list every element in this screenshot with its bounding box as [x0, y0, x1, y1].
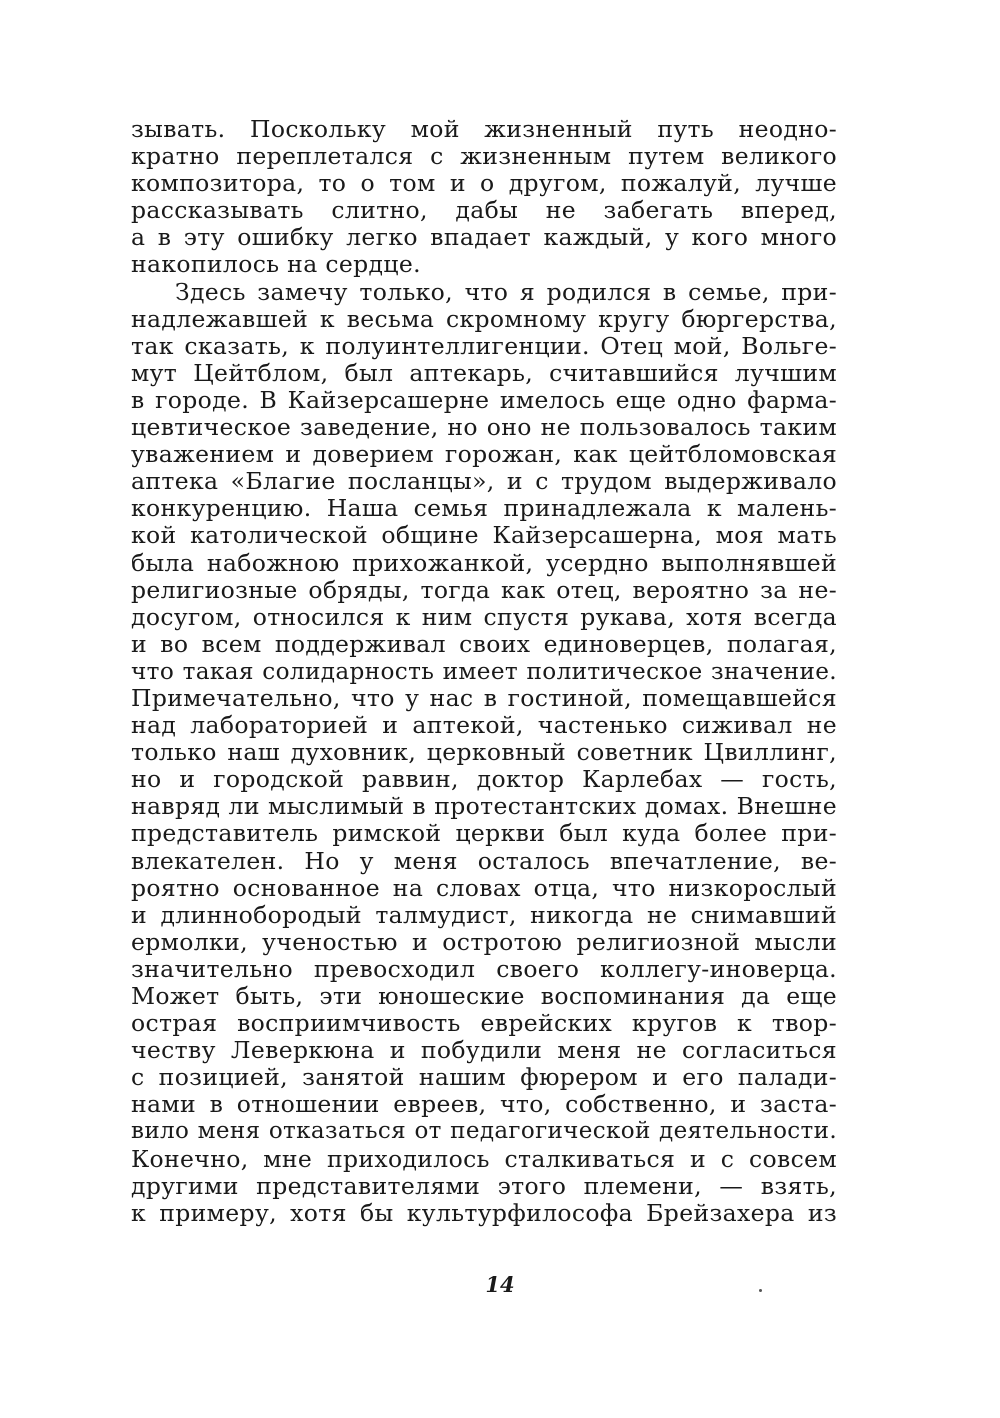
text-line: кой католической общине Кайзерсашерна, моя мать [131, 521, 837, 550]
text-line: досугом, относился к ним спустя рукава, хотя всегда [131, 602, 837, 631]
text-line: над лабораторией и аптекой, частенько сиживал не [131, 711, 837, 740]
text-line: так сказать, к полуинтеллигенции. Отец мой, Вольге- [131, 331, 837, 360]
text-line: представитель римской церкви был куда более при- [131, 819, 837, 848]
text-line: Здесь замечу только, что я родился в семье, при- [175, 277, 837, 306]
text-line: в городе. В Кайзерсашерне имелось еще одно фарма- [131, 385, 837, 414]
text-line: но и городской раввин, доктор Карлебах — гость, [131, 765, 837, 794]
text-line: Конечно, мне приходилось сталкиваться и с совсем [131, 1144, 837, 1173]
text-line: аптека «Благие посланцы», и с трудом выдерживало [131, 467, 837, 496]
text-line: уважением и доверием горожан, как цейтбломовская [131, 440, 837, 469]
text-line: вило меня отказаться от педагогической деятельности. [131, 1118, 837, 1145]
text-line: влекателен. Но у меня осталось впечатление, ве- [131, 846, 837, 875]
paragraph-1 [131, 116, 837, 279]
text-line: конкуренцию. Наша семья принадлежала к малень- [131, 494, 837, 523]
text-line: надлежавшей к весьма скромному кругу бюргерства, [131, 304, 837, 333]
text-line: роятно основанное на словах отца, что низкорослый [131, 873, 837, 902]
paragraph-2 [131, 279, 837, 1227]
text-line: навряд ли мыслимый в протестантских домах. Внешне [131, 792, 837, 821]
text-line: мут Цейтблом, был аптекарь, считавшийся лучшим [131, 358, 837, 387]
page-number: 14 [485, 1272, 515, 1297]
text-line: кратно переплетался с жизненным путем великого [131, 142, 837, 171]
text-line: религиозные обряды, тогда как отец, вероятно за не- [131, 575, 837, 604]
text-line: Может быть, эти юношеские воспоминания да еще [131, 982, 837, 1010]
text-line: Примечательно, что у нас в гостиной, помещавшейся [131, 683, 837, 712]
text-line: только наш духовник, церковный советник Цвиллинг, [131, 738, 837, 767]
text-line: рассказывать слитно, дабы не забегать вперед, [131, 196, 837, 225]
text-line: с позицией, занятой нашим фюрером и его палади- [131, 1063, 837, 1092]
text-line: и во всем поддерживал своих единоверцев, полагая, [131, 629, 837, 658]
body-text [131, 116, 837, 1227]
text-line: острая восприимчивость еврейских кругов к твор- [131, 1009, 837, 1038]
text-line: а в эту ошибку легко впадает каждый, у кого много [131, 223, 837, 252]
text-line: нами в отношении евреев, что, собственно, и заста- [131, 1090, 837, 1119]
text-line: ермолки, ученостью и остротою религиозной мысли [131, 927, 837, 956]
text-line: другими представителями этого племени, — взять, [131, 1171, 837, 1200]
text-line: накопилось на сердце. [131, 250, 421, 279]
text-line: что такая солидарность имеет политическое значение. [131, 657, 837, 685]
text-line: была набожною прихожанкой, усердно выполнявшей [131, 548, 837, 577]
text-line: зывать. Поскольку мой жизненный путь неодно- [131, 115, 837, 143]
text-line: и длиннобородый талмудист, никогда не снимавший [131, 900, 837, 929]
text-line: значительно превосходил своего коллегу-иноверца. [131, 954, 837, 983]
text-line: честву Леверкюна и побудили меня не согласиться [131, 1036, 837, 1065]
text-line: к примеру, хотя бы культурфилософа Брейзахера из [131, 1198, 837, 1227]
text-line: композитора, то о том и о другом, пожалуй, лучше [131, 169, 837, 198]
text-line: цевтическое заведение, но оно не пользовалось таким [131, 413, 837, 442]
print-speck [759, 1289, 762, 1292]
